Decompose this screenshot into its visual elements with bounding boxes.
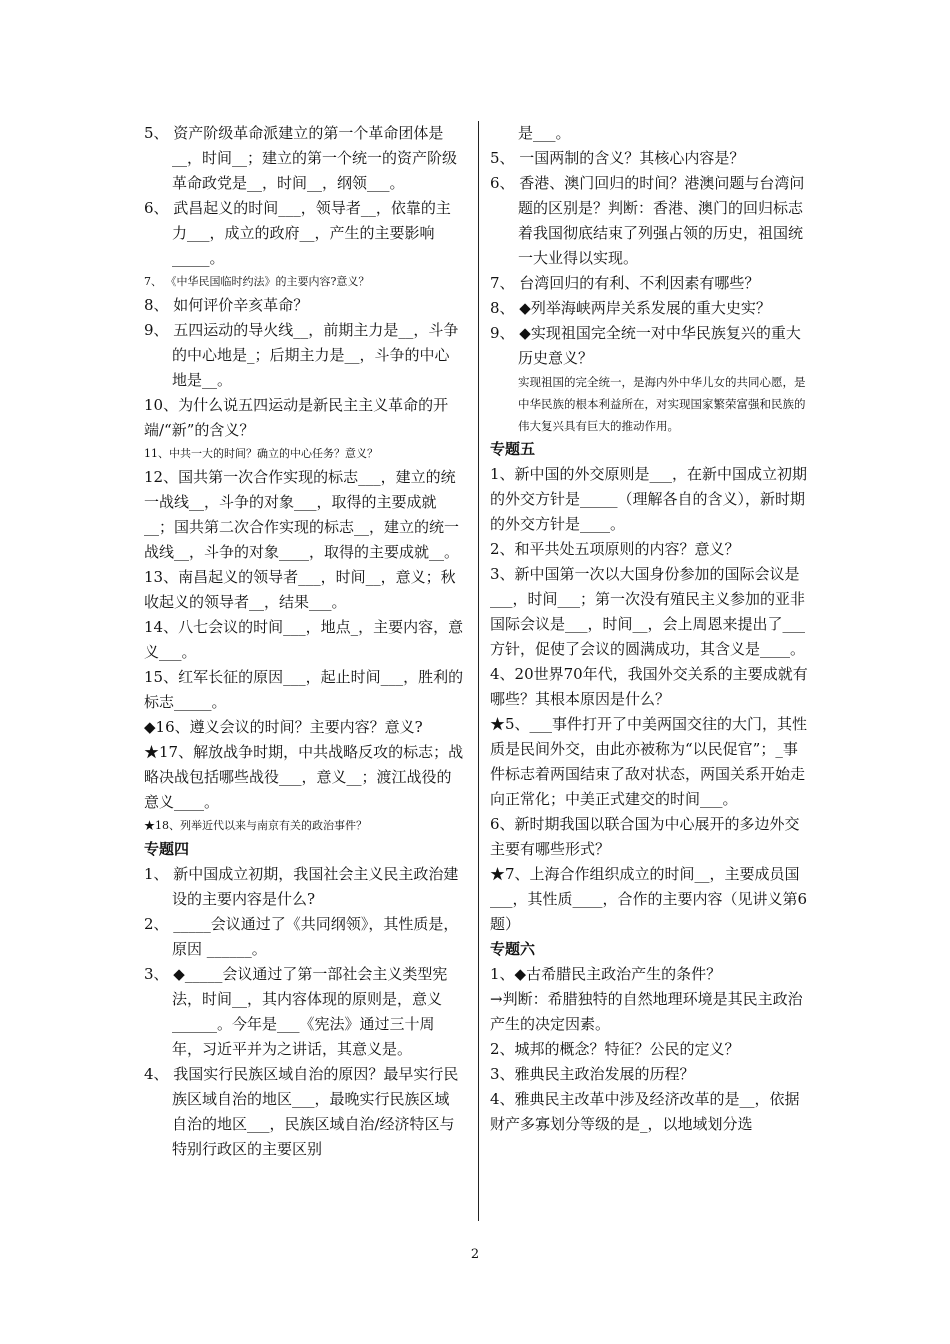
question-16: ◆16、遵义会议的时间？主要内容？意义? (144, 718, 423, 736)
question-6: 6、 武昌起义的时间___，领导者__，依靠的主力___，成立的政府__，产生的主要影响_____。 (144, 199, 451, 267)
right-column (490, 121, 812, 1137)
topic-6-heading: 专题六 (490, 940, 536, 958)
topic-6-judgement: →判断：希腊独特的自然地理环境是其民主政治产生的决定因素。 (490, 990, 803, 1033)
topic-4-question-2: 2、 _____会议通过了《共同纲领》，其性质是，原因 ______。 (144, 915, 459, 958)
topic-4-heading: 专题四 (144, 840, 190, 858)
topic-4-question-1: 1、 新中国成立初期，我国社会主义民主政治建设的主要内容是什么? (144, 865, 459, 908)
topic-4-question-3: 3、 ◆_____会议通过了第一部社会主义类型宪法，时间__，其内容体现的原则是，意义______。今年是___《宪法》通过三十周年，习近平并为之讲话，其意义是。 (144, 965, 448, 1058)
topic-5-heading: 专题五 (490, 440, 536, 458)
topic-6-question-1: 1、◆古希腊民主政治产生的条件？ (490, 965, 722, 983)
column-divider (478, 121, 479, 1221)
topic-5-question-7: ★7、上海合作组织成立的时间__，主要成员国___，其性质____，合作的主要内容（见讲义第6题） (490, 865, 808, 933)
question-8-right: 8、 ◆列举海峡两岸关系发展的重大史实？ (490, 299, 771, 317)
topic-5-question-6: 6、新时期我国以联合国为中心展开的多边外交主要有哪些形式？ (490, 815, 800, 858)
question-17: ★17、解放战争时期，中共战略反攻的标志；战略决战包括哪些战役___，意义__；渡江战役的意义____。 (144, 743, 464, 811)
page-number: 2 (470, 1247, 480, 1262)
question-7: 7、 《中华民国临时约法》的主要内容?意义？ (144, 275, 370, 288)
topic-4-question-4: 4、 我国实行民族区域自治的原因？最早实行民族区域自治的地区___，最晚实行民族区域自治的地区___，民族区域自治/经济特区与特别行政区的主要区别 (144, 1065, 459, 1158)
question-7-right: 7、 台湾回归的有利、不利因素有哪些？ (490, 274, 760, 292)
topic-6-question-4: 4、雅典民主改革中涉及经济改革的是__，依据财产多寡划分等级的是_，以地域划分选 (490, 1090, 800, 1133)
question-13: 13、南昌起义的领导者___，时间__，意义；秋收起义的领导者__，结果___。 (144, 568, 456, 611)
question-9-right: 9、 ◆实现祖国完全统一对中华民族复兴的重大历史意义？ (490, 324, 801, 367)
topic-5-question-4: 4、20世界70年代，我国外交关系的主要成就有哪些？其根本原因是什么？ (490, 665, 808, 708)
left-column (144, 121, 464, 1162)
topic-6-question-2: 2、城邦的概念？特征？公民的定义？ (490, 1040, 740, 1058)
topic-5-question-3: 3、新中国第一次以大国身份参加的国际会议是___，时间___；第一次没有殖民主义参加的亚非国际会议是___，时间__，会上周恩来提出了___方针，促使了会议的圆满成功，其含义是____。 (490, 565, 806, 658)
question-8: 8、 如何评价辛亥革命？ (144, 296, 309, 314)
question-14: 14、八七会议的时间___，地点_，主要内容，意义___。 (144, 618, 464, 661)
question-11: 11、中共一大的时间？确立的中心任务？意义？ (144, 447, 378, 460)
question-5-right: 5、 一国两制的含义？其核心内容是？ (490, 149, 745, 167)
question-6-right: 6、 香港、澳门回归的时间？港澳问题与台湾问题的区别是？判断：香港、澳门的回归标志着我国彻底结束了列强占领的历史，祖国统一大业得以实现。 (490, 174, 805, 267)
question-18: ★18、列举近代以来与南京有关的政治事件？ (144, 819, 367, 832)
continued-text: 是___。 (518, 124, 571, 142)
topic-5-question-1: 1、新中国的外交原则是___，在新中国成立初期的外交方针是_____（理解各自的含义），新时期的外交方针是____。 (490, 465, 808, 533)
topic-5-question-5: ★5、___事件打开了中美两国交往的大门，其性质是民间外交，由此亦被称为“以民促官”；_事件标志着两国结束了敌对状态，两国关系开始走向正常化；中美正式建交的时间___。 (490, 715, 808, 808)
question-12: 12、国共第一次合作实现的标志___，建立的统一战线__，斗争的对象___，取得的主要成就__；国共第二次合作实现的标志__，建立的统一战线__，斗争的对象____，取得的主要成就__。 (144, 468, 460, 561)
question-9: 9、 五四运动的导火线__，前期主力是__，斗争的中心地是_；后期主力是__，斗争的中心地是__。 (144, 321, 459, 389)
question-10: 10、为什么说五四运动是新民主主义革命的开端/“新”的含义？ (144, 396, 449, 439)
topic-6-question-3: 3、雅典民主政治发展的历程？ (490, 1065, 695, 1083)
question-15: 15、红军长征的原因___，起止时间___，胜利的标志_____。 (144, 668, 464, 711)
topic-5-question-2: 2、和平共处五项原则的内容？意义？ (490, 540, 740, 558)
question-9-answer: 实现祖国的完全统一，是海内外中华儿女的共同心愿，是中华民族的根本利益所在，对实现国家繁荣富强和民族的伟大复兴具有巨大的推动作用。 (518, 375, 806, 433)
question-5: 5、 资产阶级革命派建立的第一个革命团体是__，时间__；建立的第一个统一的资产阶级革命政党是__，时间__，纲领___。 (144, 124, 458, 192)
